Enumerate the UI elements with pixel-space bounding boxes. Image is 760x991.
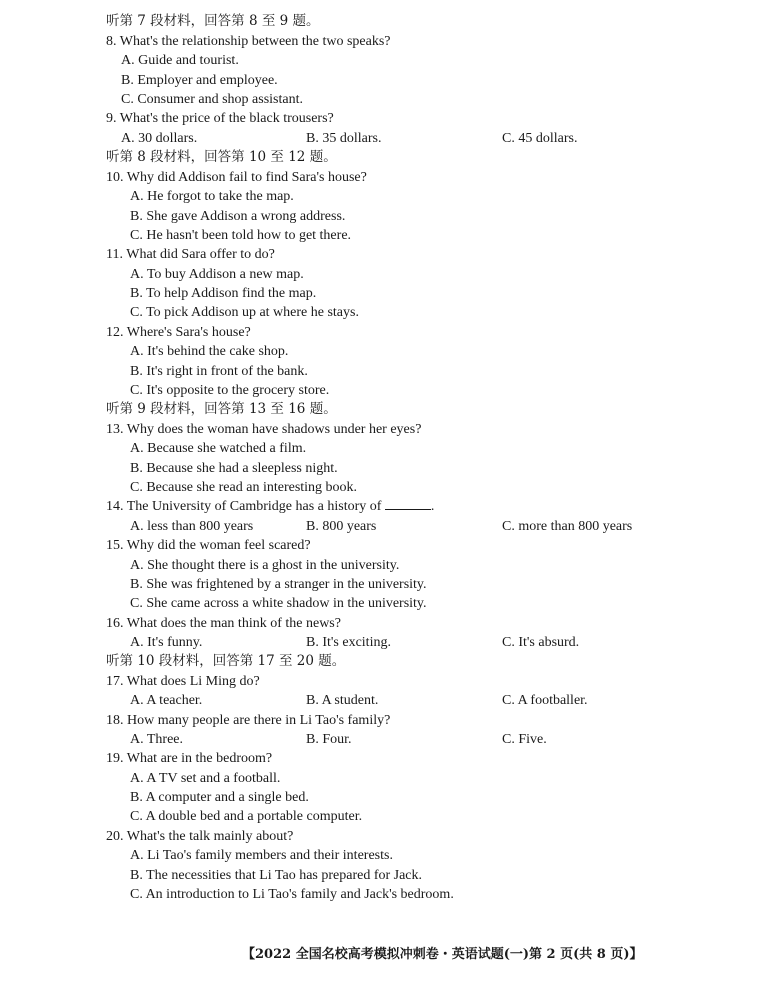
q19-option-c: C. A double bed and a portable computer. (130, 809, 363, 824)
question-15: 15. Why did the woman feel scared? (106, 538, 311, 553)
q11-option-c: C. To pick Addison up at where he stays. (130, 305, 359, 320)
q9-option-c: C. 45 dollars. (502, 131, 578, 146)
q19-option-b: B. A computer and a single bed. (130, 790, 309, 805)
q11-option-b: B. To help Addison find the map. (130, 286, 317, 301)
q14-option-c: C. more than 800 years (502, 519, 633, 534)
q13-option-a: A. Because she watched a film. (130, 441, 307, 456)
question-10: 10. Why did Addison fail to find Sara's house? (106, 170, 367, 185)
q16-option-a: A. It's funny. (130, 635, 203, 650)
q17-option-c: C. A footballer. (502, 693, 588, 708)
q8-option-b: B. Employer and employee. (121, 73, 278, 88)
q10-option-c: C. He hasn't been told how to get there. (130, 228, 352, 243)
q13-option-b: B. Because she had a sleepless night. (130, 461, 338, 476)
answer-blank (385, 497, 431, 510)
q16-option-b: B. It's exciting. (306, 635, 391, 650)
q8-option-a: A. Guide and tourist. (121, 53, 239, 68)
q15-option-b: B. She was frightened by a stranger in the university. (130, 577, 427, 592)
q18-option-b: B. Four. (306, 732, 352, 747)
q10-option-b: B. She gave Addison a wrong address. (130, 209, 346, 224)
section-8-instruction: 听第 8 段材料，回答第 10 至 12 题。 (106, 149, 337, 165)
q14-option-b: B. 800 years (306, 519, 377, 534)
question-14-text: 14. The University of Cambridge has a history of (106, 499, 382, 514)
question-13: 13. Why does the woman have shadows under her eyes? (106, 422, 422, 437)
q9-option-a: A. 30 dollars. (121, 131, 198, 146)
q15-option-a: A. She thought there is a ghost in the university. (130, 558, 400, 573)
q18-option-c: C. Five. (502, 732, 547, 747)
q20-option-c: C. An introduction to Li Tao's family and Jack's bedroom. (130, 887, 454, 902)
question-16: 16. What does the man think of the news? (106, 616, 341, 631)
question-12: 12. Where's Sara's house? (106, 325, 251, 340)
page-footer: 【2022 全国名校高考模拟冲刺卷・英语试题(一)第 2 页(共 8 页)】 (242, 947, 643, 962)
question-20: 20. What's the talk mainly about? (106, 829, 294, 844)
question-11: 11. What did Sara offer to do? (106, 247, 275, 262)
q12-option-c: C. It's opposite to the grocery store. (130, 383, 330, 398)
q19-option-a: A. A TV set and a football. (130, 771, 281, 786)
section-10-instruction: 听第 10 段材料，回答第 17 至 20 题。 (106, 653, 346, 669)
section-7-instruction: 听第 7 段材料，回答第 8 至 9 题。 (106, 13, 320, 29)
question-17: 17. What does Li Ming do? (106, 674, 260, 689)
question-19: 19. What are in the bedroom? (106, 751, 273, 766)
q18-option-a: A. Three. (130, 732, 183, 747)
q8-option-c: C. Consumer and shop assistant. (121, 92, 303, 107)
question-14-period: . (430, 499, 435, 514)
section-9-instruction: 听第 9 段材料，回答第 13 至 16 题。 (106, 401, 337, 417)
q12-option-a: A. It's behind the cake shop. (130, 344, 289, 359)
question-14 (106, 497, 434, 516)
q12-option-b: B. It's right in front of the bank. (130, 364, 308, 379)
q16-option-c: C. It's absurd. (502, 635, 580, 650)
q13-option-c: C. Because she read an interesting book. (130, 480, 358, 495)
question-18: 18. How many people are there in Li Tao's family? (106, 713, 391, 728)
q15-option-c: C. She came across a white shadow in the university. (130, 596, 427, 611)
q11-option-a: A. To buy Addison a new map. (130, 267, 304, 282)
question-9: 9. What's the price of the black trousers? (106, 111, 334, 126)
question-8: 8. What's the relationship between the two speaks? (106, 34, 391, 49)
q17-option-b: B. A student. (306, 693, 379, 708)
q20-option-b: B. The necessities that Li Tao has prepared for Jack. (130, 868, 423, 883)
q17-option-a: A. A teacher. (130, 693, 203, 708)
q10-option-a: A. He forgot to take the map. (130, 189, 294, 204)
q14-option-a: A. less than 800 years (130, 519, 254, 534)
q20-option-a: A. Li Tao's family members and their interests. (130, 848, 393, 863)
q9-option-b: B. 35 dollars. (306, 131, 382, 146)
